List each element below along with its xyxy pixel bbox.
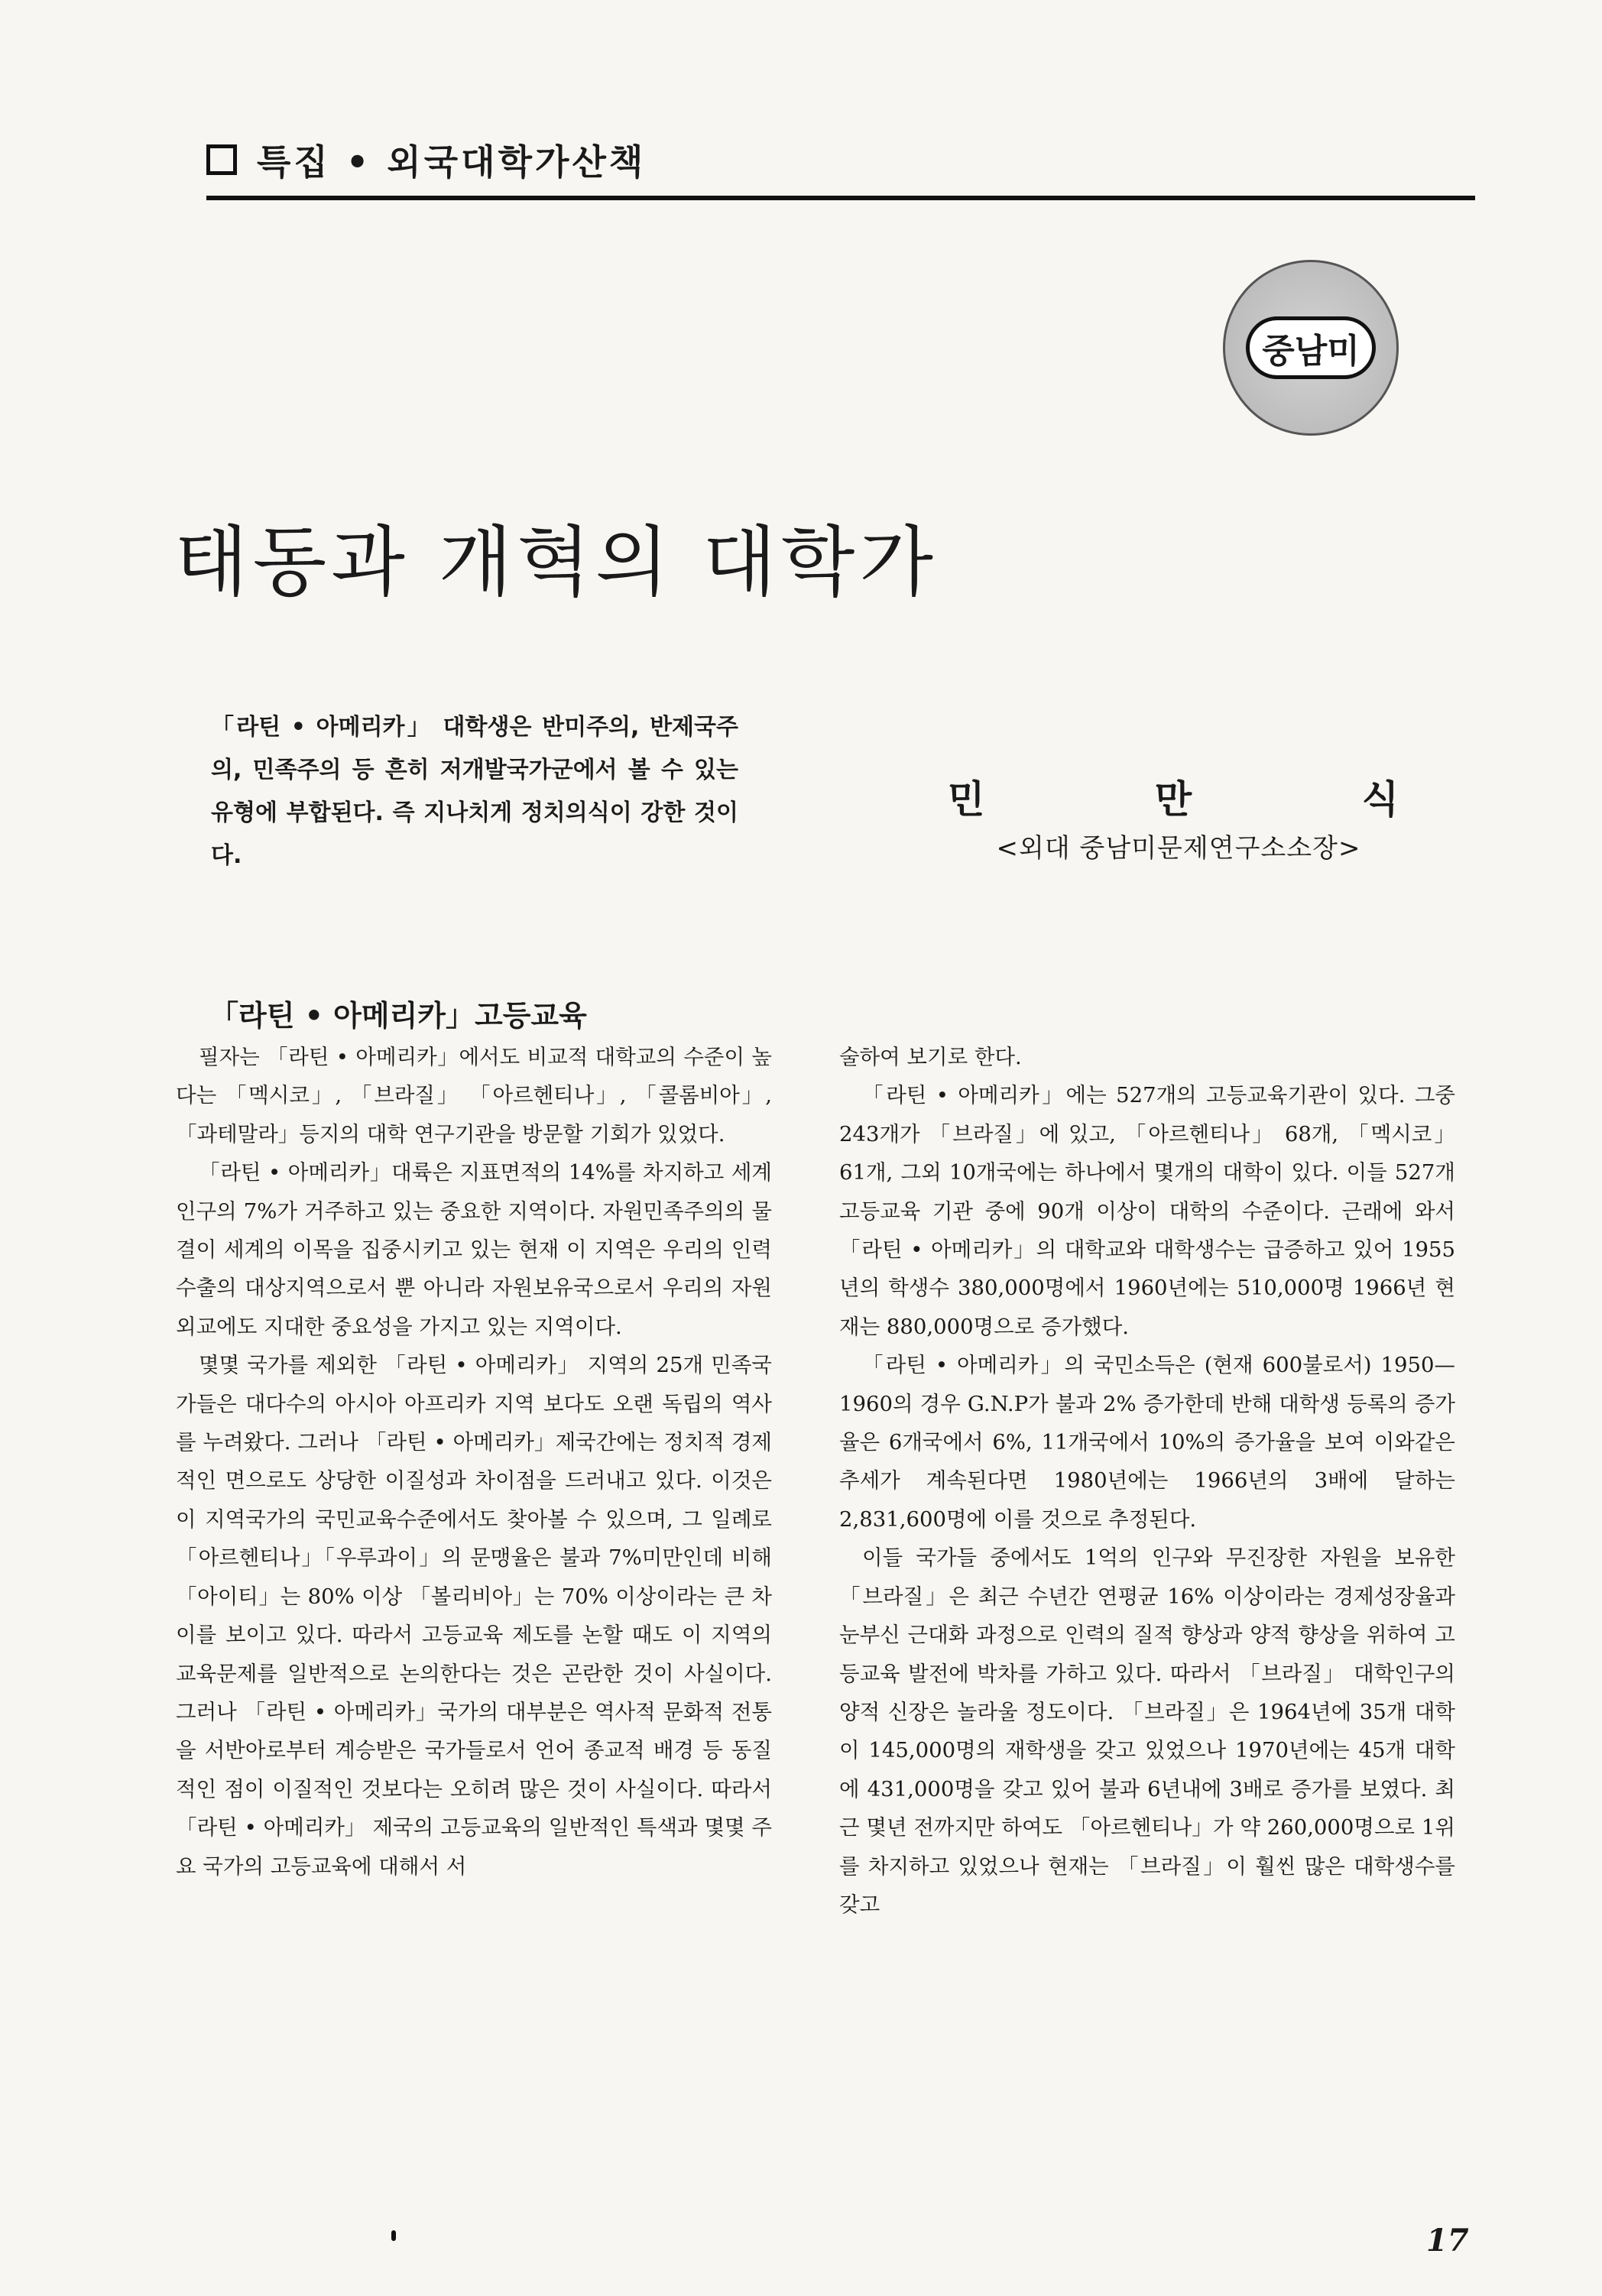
author-name (948, 769, 1399, 824)
section-header (206, 135, 646, 185)
region-badge (1223, 260, 1399, 436)
print-mark (391, 2230, 396, 2241)
author-name-char: 민 (948, 777, 985, 822)
body-paragraph: 술하여 보기로 한다. (839, 1045, 1022, 1069)
body-paragraph: 「라틴 • 아메리카」에는 527개의 고등교육기관이 있다. 그중 243개가 「브라질」에 있고, 「아르헨티나」 68개, 「멕시코」 61개, 그외 10개국에는 하나에서 몇개의 대학이 있다. 이들 527개 고등교육 기관 중에 90개 이상이 대학의 수준이다. 근래에 와서 「라틴 • 아메리카」의 대학교와 대학생수는 급증하고 있어 1955년의 학생수 380,000명에서 1960년에는 510,000명 1966년 현재는 880,000명으로 증가했다. (839, 1083, 1455, 1339)
body-paragraph: 필자는 「라틴 • 아메리카」에서도 비교적 대학교의 수준이 높다는 「멕시코」, 「브라질」 「아르헨티나」, 「콜롬비아」, 「과테말라」등지의 대학 연구기관을 방문할 기회가 있었다. (176, 1045, 772, 1146)
body-paragraph: 이들 국가들 중에서도 1억의 인구와 무진장한 자원을 보유한 「브라질」은 최근 수년간 연평균 16% 이상이라는 경제성장율과 눈부신 근대화 과정으로 인력의 질적 향상과 양적 향상을 위하여 고등교육 발전에 박차를 가하고 있다. 따라서 「브라질」 대학인구의 양적 신장은 놀라울 정도이다. 「브라질」은 1964년에 35개 대학이 145,000명의 재학생을 갖고 있었으나 1970년에는 45개 대학에 431,000명을 갖고 있어 불과 6년내에 3배로 증가를 보였다. 최근 몇년 전까지만 하여도 「아르헨티나」가 약 260,000명으로 1위를 차지하고 있었으나 현재는 「브라질」이 훨씬 많은 대학생수를 갖고 (839, 1545, 1455, 1917)
author-name-char: 식 (1361, 777, 1399, 822)
page-number: 17 (1426, 2223, 1469, 2259)
author-affiliation: <외대 중남미문제연구소소장> (996, 833, 1361, 864)
section-header-text: 특집 • 외국대학가산책 (257, 141, 647, 183)
body-column-right (839, 1038, 1455, 1924)
region-badge-label: 중남미 (1246, 316, 1376, 379)
author-name-char: 만 (1154, 777, 1192, 822)
article-title: 태동과 개혁의 대학가 (174, 517, 938, 607)
body-column-left (176, 1038, 772, 1886)
section-heading: 「라틴 • 아메리카」고등교육 (209, 999, 587, 1033)
header-rule (206, 196, 1475, 200)
lead-paragraph: 「라틴 • 아메리카」 대학생은 반미주의, 반제국주의, 민족주의 등 흔히 저개발국가군에서 볼 수 있는 유형에 부합된다. 즉 지나치게 정치의식이 강한 것이다. (211, 714, 738, 869)
body-paragraph: 「라틴 • 아메리카」의 국민소득은 (현재 600불로서) 1950—1960의 경우 G.N.P가 불과 2% 증가한데 반해 대학생 등록의 증가율은 6개국에서 6%, 11개국에서 10%의 증가율을 보여 이와같은 추세가 계속된다면 1980년에는 1966년의 3배에 달하는 2,831,600명에 이를 것으로 추정된다. (839, 1353, 1455, 1532)
square-bullet-icon (206, 144, 237, 175)
body-paragraph: 몇몇 국가를 제외한 「라틴 • 아메리카」 지역의 25개 민족국가들은 대다수의 아시아 아프리카 지역 보다도 오랜 독립의 역사를 누려왔다. 그러나 「라틴 • 아메리카」제국간에는 정치적 경제적인 면으로도 상당한 이질성과 차이점을 드러내고 있다. 이것은 이 지역국가의 국민교육수준에서도 찾아볼 수 있으며, 그 일례로 「아르헨티나」「우루과이」의 문맹율은 불과 7%미만인데 비해 「아이티」는 80% 이상 「볼리비아」는 70% 이상이라는 큰 차이를 보이고 있다. 따라서 고등교육 제도를 논할 때도 이 지역의 교육문제를 일반적으로 논의한다는 것은 곤란한 것이 사실이다. 그러나 「라틴 • 아메리카」국가의 대부분은 역사적 문화적 전통을 서반아로부터 계승받은 국가들로서 언어 종교적 배경 등 동질적인 점이 이질적인 것보다는 오히려 많은 것이 사실이다. 따라서 「라틴 • 아메리카」 제국의 고등교육의 일반적인 특색과 몇몇 주요 국가의 고등교육에 대해서 서 (176, 1353, 772, 1879)
body-paragraph: 「라틴 • 아메리카」대륙은 지표면적의 14%를 차지하고 세계인구의 7%가 거주하고 있는 중요한 지역이다. 자원민족주의의 물결이 세계의 이목을 집중시키고 있는 현재 이 지역은 우리의 인력수출의 대상지역으로서 뿐 아니라 자원보유국으로서 우리의 자원외교에도 지대한 중요성을 가지고 있는 지역이다. (176, 1160, 772, 1339)
